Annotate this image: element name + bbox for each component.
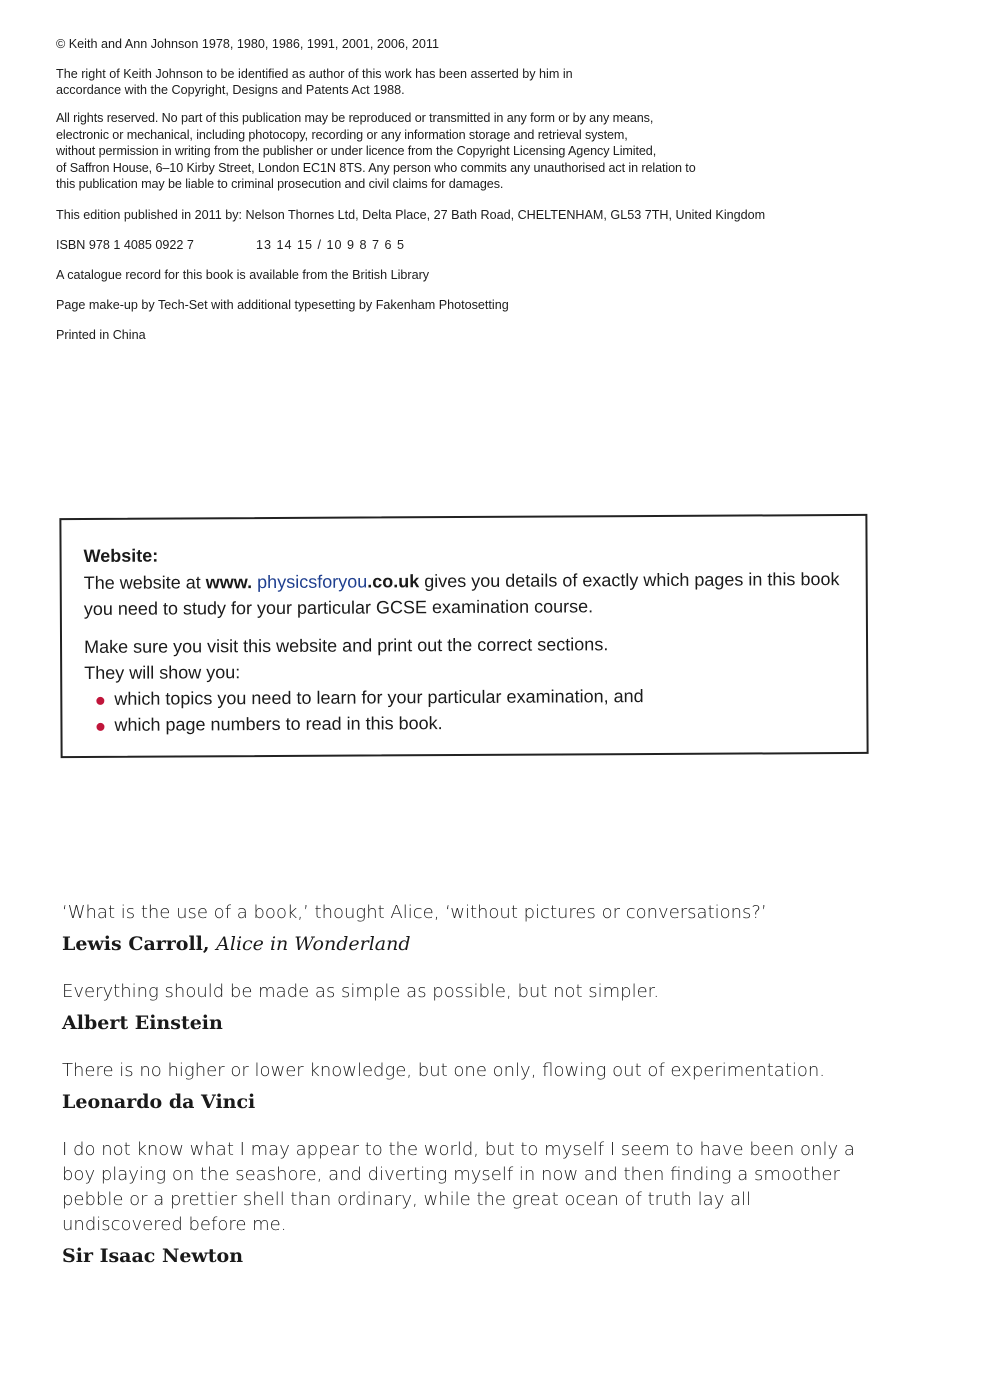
quote-author: Albert Einstein <box>62 1012 223 1034</box>
website-info-box <box>59 514 868 758</box>
quote-text: There is no higher or lower knowledge, but one only, flowing out of experimentation. <box>62 1060 826 1081</box>
rights-line: this publication may be liable to criminal prosecution and civil claims for damages. <box>56 177 504 192</box>
isbn: ISBN 978 1 4085 0922 7 <box>56 237 194 252</box>
quote-author: Sir Isaac Newton <box>62 1245 244 1267</box>
moral-rights-line: accordance with the Copyright, Designs and Patents Act 1988. <box>56 83 405 97</box>
rights-line: of Saffron House, 6–10 Kirby Street, London EC1N 8TS. Any person who commits any unauthorised act in relation to <box>56 160 696 175</box>
edition-line: This edition published in 2011 by: Nelson Thornes Ltd, Delta Place, 27 Bath Road, CHELTENHAM, GL53 7TH, United Kingdom <box>56 207 766 222</box>
website-url-domain[interactable]: physicsforyou <box>257 571 368 593</box>
website-heading: Website: <box>83 545 159 566</box>
quote-einstein <box>62 979 862 1034</box>
rights-line: All rights reserved. No part of this publication may be reproduced or transmitted in any form or by any means, <box>56 111 654 125</box>
printed-in-line: Printed in China <box>56 327 146 342</box>
moral-rights-statement <box>56 66 876 98</box>
quote-author: Lewis Carroll <box>62 933 203 955</box>
bullet-icon <box>96 697 104 705</box>
page-makeup-line: Page make-up by Tech-Set with additional typesetting by Fakenham Photosetting <box>56 297 509 312</box>
isbn-row <box>56 237 876 253</box>
website-text: They will show you: <box>84 662 241 683</box>
quotes-section <box>62 900 862 1291</box>
quote-attribution: Lewis Carroll, Alice in Wonderland <box>62 933 411 955</box>
website-body <box>84 566 845 738</box>
website-url-www[interactable]: www. <box>205 572 253 593</box>
imprint-block <box>56 36 876 351</box>
website-bullet-list <box>84 682 844 738</box>
rights-line: without permission in writing from the publisher or under licence from the Copyright Licensing Agency Limited, <box>56 144 657 159</box>
quote-text: I do not know what I may appear to the world, but to myself I seem to have been only a boy playing on the seashore, and diverting myself in now and then finding a smoother pebble or a prettier shell than ordinary, while the great ocean of truth lay all undiscovered before me. <box>62 1139 855 1235</box>
website-text: Make sure you visit this website and print out the correct sections. <box>83 634 609 657</box>
quote-da-vinci <box>62 1058 862 1113</box>
quote-text: ‘What is the use of a book,’ thought Alice, ‘without pictures or conversations?’ <box>62 902 767 923</box>
list-item-text: which topics you need to learn for your particular examination, and <box>114 686 644 709</box>
website-text: gives you details of exactly which pages in this book you need to study for your particular GCSE examination course. <box>83 569 840 619</box>
quote-text: Everything should be made as simple as possible, but not simpler. <box>62 981 660 1002</box>
website-url-tld[interactable]: .co.uk <box>367 571 420 592</box>
print-line: 13 14 15 / 10 9 8 7 6 5 <box>256 237 406 252</box>
quote-work: Alice in Wonderland <box>216 933 411 955</box>
website-paragraph-2 <box>84 630 844 686</box>
quote-newton <box>62 1137 862 1267</box>
rights-line: electronic or mechanical, including photocopy, recording or any information storage and retrieval system, <box>56 127 628 142</box>
bullet-icon <box>96 723 104 731</box>
catalogue-line: A catalogue record for this book is available from the British Library <box>56 267 430 282</box>
list-item <box>84 682 844 712</box>
list-item-text: which page numbers to read in this book. <box>114 713 443 735</box>
quote-author: Leonardo da Vinci <box>62 1091 256 1113</box>
list-item <box>84 708 844 738</box>
website-text: The website at <box>83 572 206 593</box>
rights-reserved-statement <box>56 110 876 193</box>
website-paragraph-1 <box>84 566 844 622</box>
moral-rights-line: The right of Keith Johnson to be identified as author of this work has been asserted by him in <box>56 67 573 81</box>
copyright-line: © Keith and Ann Johnson 1978, 1980, 1986, 1991, 2001, 2006, 2011 <box>56 37 439 51</box>
quote-carroll <box>62 900 862 955</box>
